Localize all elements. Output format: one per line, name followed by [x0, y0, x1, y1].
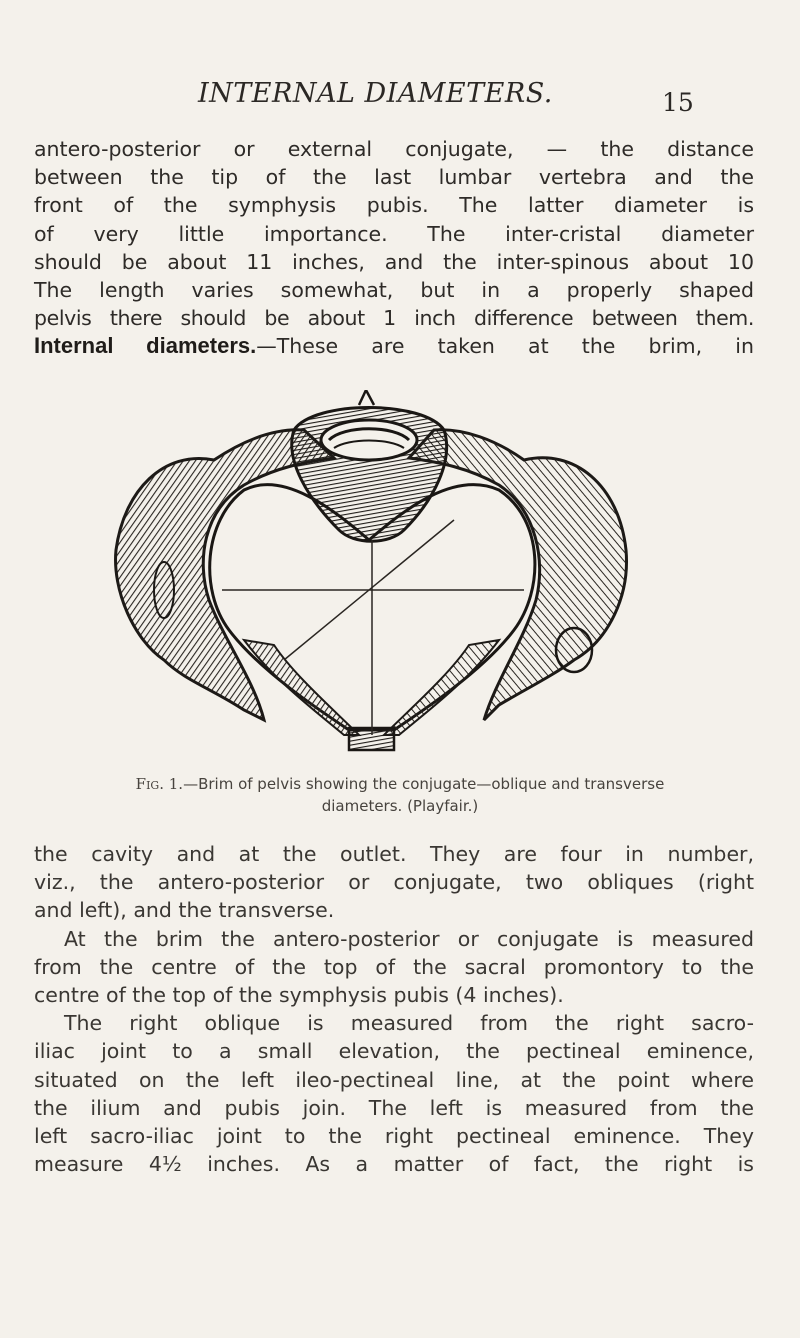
running-title: INTERNAL DIAMETERS.	[198, 78, 553, 109]
text-line: of very little importance. The inter-cristal diameter	[34, 221, 754, 246]
left-pubic-ramus	[244, 640, 359, 735]
text-line: measure 4½ inches. As a matter of fact, the right is	[34, 1152, 754, 1177]
text-line: and left), and the transverse.	[34, 898, 335, 923]
text-line: situated on the left ileo-pectineal line, at the point where	[34, 1067, 754, 1092]
page-header	[0, 78, 800, 118]
text-line: from the centre of the top of the sacral promontory to the	[34, 954, 754, 979]
text-line: front of the symphysis pubis. The latter diameter is	[34, 193, 754, 218]
text-line: The length varies somewhat, but in a properly shaped	[34, 277, 754, 302]
bottom-text	[34, 840, 754, 1178]
top-paragraph	[34, 135, 754, 361]
caption-line-2: diameters. (Playfair.)	[321, 797, 479, 815]
figure-caption	[0, 773, 800, 817]
pelvis-figure	[104, 390, 636, 760]
text-line: left sacro-iliac joint to the right pectineal eminence. They	[34, 1123, 754, 1148]
text-line: At the brim the antero-posterior or conjugate is measured	[64, 926, 754, 951]
text-line: pelvis there should be about 1 inch difference between them.	[34, 306, 754, 331]
text-line: should be about 11 inches, and the inter-spinous about 10	[34, 249, 754, 274]
right-pubic-ramus	[384, 640, 499, 735]
page-number: 15	[662, 88, 694, 117]
text-line: between the tip of the last lumbar vertebra and the	[34, 165, 754, 190]
caption-text: —Brim of pelvis showing the conjugate—oblique and transverse	[183, 775, 665, 793]
caption-line-1	[0, 773, 800, 795]
text-line: the cavity and at the outlet. They are four in number,	[34, 842, 754, 866]
text-line: iliac joint to a small elevation, the pectineal eminence,	[34, 1039, 754, 1064]
text-line: The right oblique is measured from the right sacro-	[64, 1011, 754, 1036]
section-heading-line	[34, 332, 754, 360]
text-line: the ilium and pubis join. The left is measured from the	[34, 1095, 754, 1120]
heading-continuation: —These are taken at the brim, in	[256, 334, 754, 359]
pelvis-brim-illustration	[104, 390, 636, 760]
text-line: antero-posterior or external conjugate, — the distance	[34, 137, 754, 161]
text-line: centre of the top of the symphysis pubis (4 inches).	[34, 982, 564, 1007]
caption-label: Fig. 1.	[135, 775, 184, 793]
text-line: viz., the antero-posterior or conjugate, two obliques (right	[34, 870, 754, 895]
section-heading: Internal diameters.	[34, 333, 257, 359]
